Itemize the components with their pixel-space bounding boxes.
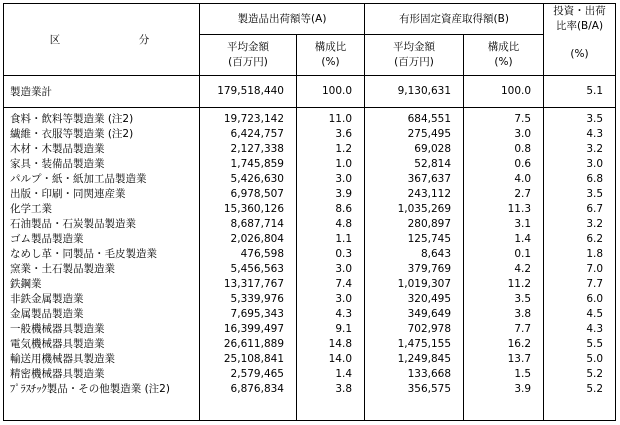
header-shipments-group: 製造品出荷額等(A) <box>200 4 365 35</box>
header-shipments-avg-line2: (百万円) <box>228 55 268 68</box>
shipments-value: 16,399,497 <box>223 322 284 335</box>
investment-value: 52,814 <box>414 157 452 170</box>
ratio-value: 4.3 <box>586 322 604 335</box>
shipments-share-value: 0.3 <box>335 247 353 260</box>
shipments-value: 15,360,126 <box>223 202 284 215</box>
investment-value: 1,249,845 <box>397 352 452 365</box>
investment-value: 702,978 <box>407 322 452 335</box>
total-shipments-share: 100.0 <box>297 75 365 107</box>
shipments-share-value: 1.1 <box>335 232 353 245</box>
ratio-value: 3.5 <box>586 187 604 200</box>
header-ratio-title-line1: 投資・出荷 <box>553 5 606 17</box>
investment-share-value: 4.0 <box>514 172 532 185</box>
industry-name: 家具・装備品製造業 <box>10 157 105 170</box>
shipments-share-column <box>297 107 365 421</box>
investment-value: 1,035,269 <box>397 202 452 215</box>
shipments-value: 1,745,859 <box>230 157 284 170</box>
shipments-share-value: 1.0 <box>335 157 353 170</box>
shipments-share-value: 1.2 <box>335 142 353 155</box>
investment-value: 349,649 <box>407 307 452 320</box>
industry-name: 一般機械器具製造業 <box>10 322 105 335</box>
industry-name-column <box>4 107 200 421</box>
ratio-value: 7.7 <box>586 277 604 290</box>
investment-share-value: 11.2 <box>507 277 532 290</box>
shipments-value: 476,598 <box>240 247 284 260</box>
header-kubun: 区 分 <box>4 4 200 76</box>
header-shipments-share <box>297 34 365 75</box>
industry-name: 木材・木製品製造業 <box>10 142 105 155</box>
header-ratio-unit: (%) <box>544 34 616 75</box>
industry-name: 石油製品・石炭製品製造業 <box>10 217 136 230</box>
investment-value: 275,495 <box>407 127 452 140</box>
header-ratio-title-line2: 比率(B/A) <box>555 20 604 32</box>
industry-rows <box>4 107 616 421</box>
shipments-share-value: 1.4 <box>335 367 353 380</box>
header-shipments-avg <box>200 34 297 75</box>
shipments-share-value: 14.8 <box>328 337 353 350</box>
investment-share-value: 4.2 <box>514 262 532 275</box>
investment-value: 1,019,307 <box>397 277 452 290</box>
industry-name: ゴム製品製造業 <box>10 232 84 245</box>
shipments-share-value: 9.1 <box>335 322 353 335</box>
shipments-value: 19,723,142 <box>223 112 284 125</box>
investment-value: 243,112 <box>407 187 452 200</box>
header-investment-avg <box>365 34 464 75</box>
ratio-value: 6.2 <box>586 232 604 245</box>
investment-share-value: 16.2 <box>507 337 532 350</box>
shipments-value: 6,876,834 <box>230 382 284 395</box>
shipments-value: 13,317,767 <box>223 277 284 290</box>
investment-share-value: 2.7 <box>514 187 532 200</box>
ratio-value: 4.3 <box>586 127 604 140</box>
ratio-value: 5.0 <box>586 352 604 365</box>
header-shipments-share-line1: 構成比 <box>314 40 347 53</box>
shipments-value: 25,108,841 <box>223 352 284 365</box>
total-shipments: 179,518,440 <box>200 75 297 107</box>
investment-share-value: 3.1 <box>514 217 532 230</box>
shipments-value: 6,424,757 <box>230 127 284 140</box>
ratio-value: 6.8 <box>586 172 604 185</box>
shipments-value: 7,695,343 <box>230 307 284 320</box>
investment-value: 684,551 <box>407 112 452 125</box>
industry-name: パルプ・紙・紙加工品製造業 <box>10 172 147 185</box>
investment-value: 1,475,155 <box>397 337 452 350</box>
shipments-share-value: 8.6 <box>335 202 353 215</box>
investment-share-value: 0.8 <box>514 142 532 155</box>
investment-share-value: 1.4 <box>514 232 532 245</box>
industry-name: 化学工業 <box>10 202 52 215</box>
ratio-value: 3.5 <box>586 112 604 125</box>
manufacturing-investment-table <box>3 3 616 421</box>
header-investment-share-line2: (%) <box>494 55 513 68</box>
industry-name: 食料・飲料等製造業 (注2) <box>10 112 134 125</box>
investment-share-value: 0.1 <box>514 247 532 260</box>
industry-name: なめし革・同製品・毛皮製造業 <box>10 247 157 260</box>
shipments-value: 5,339,976 <box>230 292 284 305</box>
total-ratio: 5.1 <box>544 75 616 107</box>
header-ratio-title <box>544 4 616 35</box>
ratio-value: 3.2 <box>586 217 604 230</box>
header-investment-share-line1: 構成比 <box>487 40 520 53</box>
shipments-share-value: 3.0 <box>335 262 353 275</box>
investment-value: 280,897 <box>407 217 452 230</box>
industry-name: 窯業・土石製品製造業 <box>10 262 115 275</box>
shipments-share-value: 11.0 <box>328 112 353 125</box>
shipments-value: 5,456,563 <box>230 262 284 275</box>
ratio-value: 5.5 <box>586 337 604 350</box>
ratio-value: 3.2 <box>586 142 604 155</box>
investment-share-value: 3.9 <box>514 382 532 395</box>
header-shipments-share-line2: (%) <box>321 55 340 68</box>
investment-value: 69,028 <box>414 142 452 155</box>
investment-share-value: 7.5 <box>514 112 532 125</box>
ratio-value: 4.5 <box>586 307 604 320</box>
industry-name: 精密機械器具製造業 <box>10 367 105 380</box>
industry-name: 金属製品製造業 <box>10 307 84 320</box>
header-investment-avg-line1: 平均金額 <box>393 40 436 53</box>
industry-name: 非鉄金属製造業 <box>10 292 84 305</box>
ratio-value: 1.8 <box>586 247 604 260</box>
header-investment-avg-line2: (百万円) <box>394 55 434 68</box>
shipments-share-value: 14.0 <box>328 352 353 365</box>
investment-value: 8,643 <box>420 247 452 260</box>
shipments-value: 2,026,804 <box>230 232 284 245</box>
investment-value: 356,575 <box>407 382 452 395</box>
total-name: 製造業計 <box>4 75 200 107</box>
header-investment-group: 有形固定資産取得額(B) <box>365 4 544 35</box>
investment-value: 320,495 <box>407 292 452 305</box>
investment-share-value: 1.5 <box>514 367 532 380</box>
shipments-share-value: 7.4 <box>335 277 353 290</box>
shipments-share-value: 3.6 <box>335 127 353 140</box>
investment-value: 125,745 <box>407 232 452 245</box>
industry-name: 繊維・衣服等製造業 (注2) <box>10 127 134 140</box>
shipments-value: 2,127,338 <box>230 142 284 155</box>
header-shipments-avg-line1: 平均金額 <box>227 40 269 53</box>
shipments-share-value: 4.8 <box>335 217 353 230</box>
shipments-share-value: 3.0 <box>335 172 353 185</box>
investment-value: 379,769 <box>407 262 452 275</box>
shipments-value: 6,978,507 <box>230 187 284 200</box>
investment-share-value: 11.3 <box>507 202 532 215</box>
total-investment: 9,130,631 <box>365 75 464 107</box>
industry-name: 輸送用機械器具製造業 <box>10 352 115 365</box>
shipments-share-value: 3.8 <box>335 382 353 395</box>
shipments-value: 8,687,714 <box>230 217 284 230</box>
total-investment-share: 100.0 <box>464 75 544 107</box>
industry-name: 鉄鋼業 <box>10 277 42 290</box>
shipments-share-value: 3.0 <box>335 292 353 305</box>
investment-share-value: 3.5 <box>514 292 532 305</box>
investment-share-value: 3.8 <box>514 307 532 320</box>
shipments-value: 26,611,889 <box>223 337 284 350</box>
ratio-value: 7.0 <box>586 262 604 275</box>
shipments-value: 2,579,465 <box>230 367 284 380</box>
investment-share-value: 3.0 <box>514 127 532 140</box>
investment-column <box>365 107 464 421</box>
ratio-value: 3.0 <box>586 157 604 170</box>
industry-name: ﾌﾟﾗｽﾁｯｸ製品・その他製造業 (注2) <box>10 382 170 395</box>
ratio-value: 6.7 <box>586 202 604 215</box>
ratio-value: 5.2 <box>586 367 604 380</box>
industry-name: 電気機械器具製造業 <box>10 337 105 350</box>
investment-share-value: 0.6 <box>514 157 532 170</box>
shipments-value: 5,426,630 <box>230 172 284 185</box>
header-investment-share <box>464 34 544 75</box>
total-row <box>4 75 616 107</box>
investment-value: 133,668 <box>407 367 452 380</box>
investment-share-value: 13.7 <box>507 352 532 365</box>
shipments-share-value: 3.9 <box>335 187 353 200</box>
shipments-share-value: 4.3 <box>335 307 353 320</box>
industry-name: 出版・印刷・同関連産業 <box>10 187 126 200</box>
shipments-column <box>200 107 297 421</box>
ratio-value: 6.0 <box>586 292 604 305</box>
investment-share-column <box>464 107 544 421</box>
investment-value: 367,637 <box>407 172 452 185</box>
ratio-column <box>544 107 616 421</box>
ratio-value: 5.2 <box>586 382 604 395</box>
investment-share-value: 7.7 <box>514 322 532 335</box>
